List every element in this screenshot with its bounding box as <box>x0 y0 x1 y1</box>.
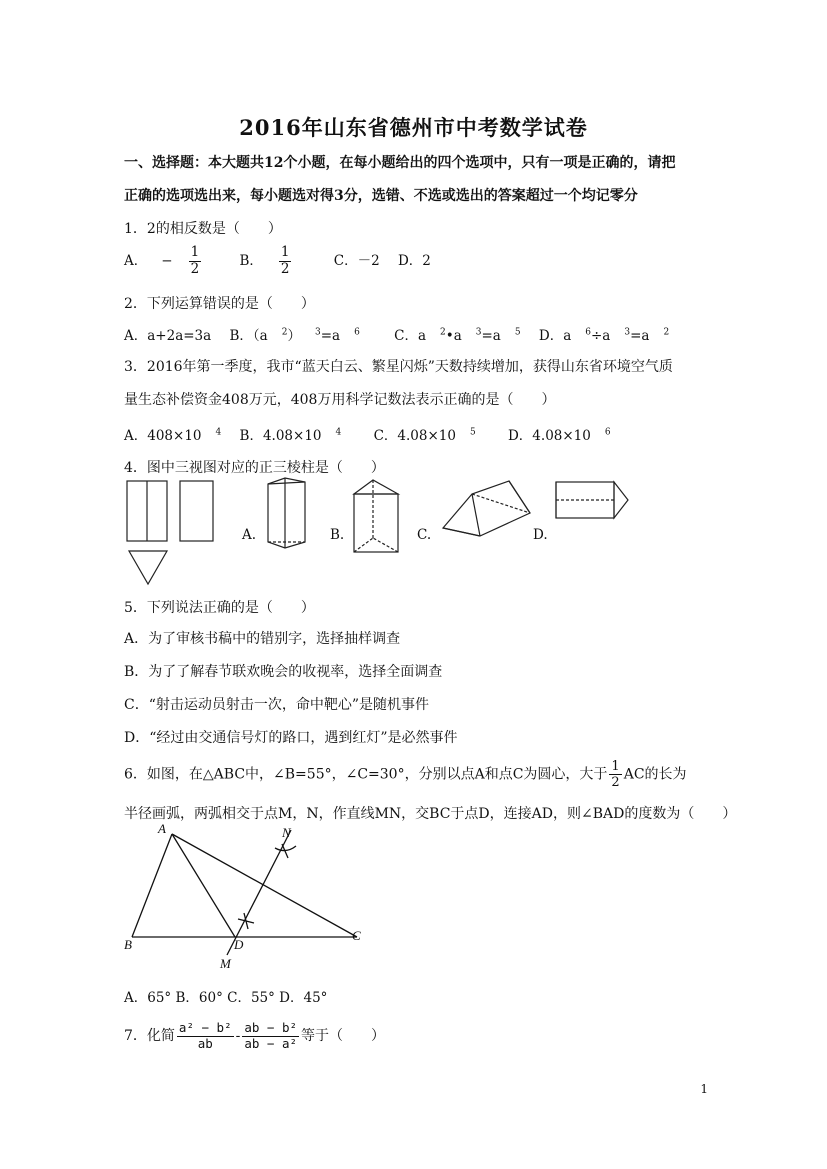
question-3-line1: 3．2016年第一季度，我市“蓝天白云、繁星闪烁”天数持续增加，获得山东省环境空气质 <box>124 359 673 375</box>
question-6-options: A．65° B．60° C．55° D．45° <box>124 990 328 1006</box>
three-views-drawing <box>127 481 213 584</box>
option-d: D．4.08×10 $^6$ <box>507 427 611 444</box>
prism-option-c-drawing <box>443 481 530 536</box>
fraction-one: $\frac{\text{a² − b²}}{ab}$ <box>178 1020 232 1051</box>
option-c: C．－2 <box>333 252 380 269</box>
option-d: D．a $^6$÷a $^3$=a $^2$ <box>538 327 670 344</box>
prism-option-d-drawing <box>556 482 628 518</box>
label-d: D <box>234 937 244 952</box>
q4-option-c-label: C. <box>417 527 432 543</box>
question-2-stem: 2．下列运算错误的是（ ） <box>124 296 315 312</box>
label-m: M <box>220 956 231 971</box>
option-a-label: A． <box>124 252 148 269</box>
fraction-half: $\frac{1}{2}$ <box>190 244 200 277</box>
question-4-stem: 4．图中三视图对应的正三棱柱是（ ） <box>124 460 385 476</box>
side-ac <box>172 834 357 937</box>
label-b: B <box>124 937 132 952</box>
question-5-option-d: D．“经过由交通信号灯的路口，遇到红灯”是必然事件 <box>124 730 458 746</box>
page-number: 1 <box>700 1082 708 1096</box>
arc-mark-lower <box>238 913 254 929</box>
side-ab <box>132 834 172 937</box>
prism-option-a-drawing <box>268 478 305 548</box>
question-6-line1: 6．如图，在△ABC中，∠B=55°，∠C=30°，分别以点A和点C为圆心，大于 $\frac{1}{2}$ AC的长为 <box>124 759 687 790</box>
option-a: A．a+2a=3a <box>124 328 212 344</box>
fraction-half: $\frac{1}{2}$ <box>280 244 290 277</box>
option-d: D．2 <box>397 252 431 269</box>
fraction-two: $\frac{\text{ab − b²}}{\text{ab − a²}}$ <box>244 1020 298 1051</box>
label-c: C <box>352 928 361 943</box>
option-b-label: B． <box>239 252 263 269</box>
option-c: C．4.08×10 $^5$ <box>373 427 476 444</box>
section-heading-line2: 正确的选项选出来，每小题选对得3分，选错、不选或选出的答案超过一个均记零分 <box>124 188 638 204</box>
question-5-option-b: B．为了了解春节联欢晚会的收视率，选择全面调查 <box>124 664 443 680</box>
q4-option-d-label: D. <box>533 527 548 543</box>
question-1-stem: 1．2的相反数是（ ） <box>124 221 282 237</box>
question-6-line2: 半径画弧，两弧相交于点M，N，作直线MN，交BC于点D，连接AD，则∠BAD的度数为（ ） <box>124 806 737 822</box>
question-7: 7．化简 $\frac{\text{a² − b²}}{ab}$ - $\frac{\text{ab − b²}}{\text{ab − a²}}$ 等于（ ） <box>124 1020 386 1051</box>
option-b: B．（a $^2$） $^3$=a $^6$ <box>229 327 360 344</box>
label-a: A <box>158 822 166 836</box>
option-b: B．4.08×10 $^4$ <box>239 427 342 444</box>
label-n: N <box>282 825 291 840</box>
option-c: C．a $^2$•a $^3$=a $^5$ <box>394 327 521 344</box>
question-5-option-a: A．为了审核书稿中的错别字，选择抽样调查 <box>124 631 401 647</box>
question-2-options <box>124 324 683 344</box>
q4-option-b-label: B. <box>330 527 345 543</box>
question-1-options: A． − $\frac{1}{2}$ B． $\frac{1}{2}$ C．－2 D．2 <box>124 244 431 277</box>
option-a: A．408×10 $^4$ <box>124 427 222 444</box>
question-5-stem: 5．下列说法正确的是（ ） <box>124 600 315 616</box>
question-5-option-c: C．“射击运动员射击一次，命中靶心”是随机事件 <box>124 697 430 713</box>
question-3-line2: 量生态补偿资金408万元，408万用科学记数法表示正确的是（ ） <box>124 392 556 408</box>
prism-option-b-drawing <box>354 480 398 552</box>
section-heading-line1: 一、选择题：本大题共12个小题，在每小题给出的四个选项中，只有一项是正确的，请把 <box>124 155 676 171</box>
q4-option-a-label: A. <box>242 527 257 543</box>
fraction-half: $\frac{1}{2}$ <box>611 759 620 790</box>
segment-ad <box>172 834 235 937</box>
page-title: 2016年山东省德州市中考数学试卷 <box>239 115 588 140</box>
triangle-figure <box>120 822 370 974</box>
three-view-figures <box>120 476 640 588</box>
question-3-options <box>124 424 625 444</box>
